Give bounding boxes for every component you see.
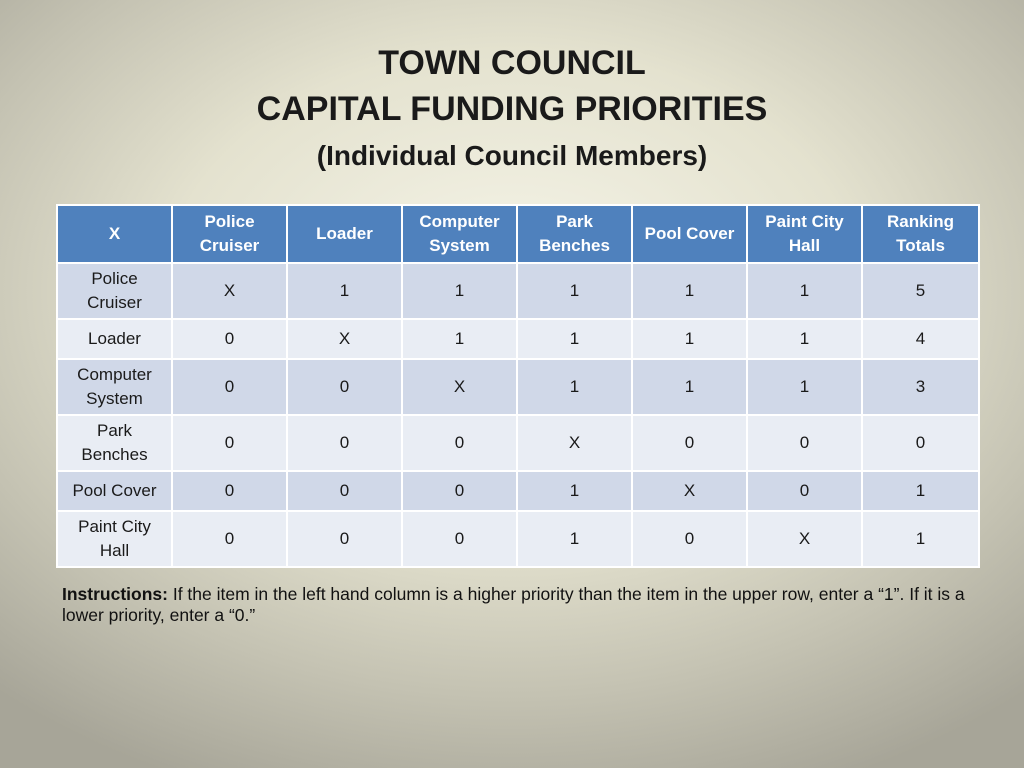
header-cell-ranking-totals: Ranking Totals — [862, 205, 979, 263]
header-cell-corner: X — [57, 205, 172, 263]
table-row — [57, 359, 979, 415]
table-row — [57, 263, 979, 319]
row-label: Paint City Hall — [57, 511, 172, 567]
table-cell: 1 — [632, 319, 747, 359]
table-cell: 0 — [402, 471, 517, 511]
table-cell: 1 — [747, 319, 862, 359]
table-cell: X — [172, 263, 287, 319]
table-cell: X — [632, 471, 747, 511]
row-label: Park Benches — [57, 415, 172, 471]
table-cell: 1 — [517, 471, 632, 511]
ranking-total-cell: 0 — [862, 415, 979, 471]
table-cell: 1 — [517, 319, 632, 359]
header-cell-paint-city-hall: Paint City Hall — [747, 205, 862, 263]
title-line-1: TOWN COUNCIL — [378, 44, 646, 82]
row-label: Pool Cover — [57, 471, 172, 511]
table-cell: 1 — [517, 359, 632, 415]
header-cell-police-cruiser: Police Cruiser — [172, 205, 287, 263]
ranking-total-cell: 5 — [862, 263, 979, 319]
row-label: Loader — [57, 319, 172, 359]
subtitle: (Individual Council Members) — [316, 140, 708, 171]
table-cell: 0 — [747, 471, 862, 511]
ranking-total-cell: 1 — [862, 471, 979, 511]
table-cell: 1 — [402, 319, 517, 359]
table-cell: 0 — [747, 415, 862, 471]
row-label: Computer System — [57, 359, 172, 415]
table-cell: 0 — [172, 471, 287, 511]
table-header — [57, 205, 979, 263]
table-cell: X — [747, 511, 862, 567]
header-cell-loader: Loader — [287, 205, 402, 263]
table-cell: 0 — [287, 415, 402, 471]
table-cell: 0 — [402, 415, 517, 471]
header-row — [57, 205, 979, 263]
table-cell: X — [517, 415, 632, 471]
header-cell-park-benches: Park Benches — [517, 205, 632, 263]
ranking-total-cell: 1 — [862, 511, 979, 567]
instructions-text: If the item in the left hand column is a higher priority than the item in the upper row, enter a “1”. If it is a lower priority, enter a “0.” — [62, 584, 965, 625]
table-cell: 0 — [632, 511, 747, 567]
table-cell: 0 — [287, 471, 402, 511]
table-cell: 1 — [402, 263, 517, 319]
ranking-total-cell: 4 — [862, 319, 979, 359]
table-row — [57, 415, 979, 471]
table-cell: X — [287, 319, 402, 359]
instructions-label: Instructions: — [62, 584, 168, 604]
table-cell: X — [402, 359, 517, 415]
priority-matrix-table — [56, 204, 980, 568]
ranking-total-cell: 3 — [862, 359, 979, 415]
table-cell: 1 — [747, 263, 862, 319]
table-body — [57, 263, 979, 567]
table-cell: 1 — [747, 359, 862, 415]
instructions-note — [62, 584, 972, 626]
table-cell: 1 — [632, 263, 747, 319]
row-label: Police Cruiser — [57, 263, 172, 319]
slide-title — [0, 42, 1024, 176]
table-cell: 0 — [172, 359, 287, 415]
table-cell: 0 — [402, 511, 517, 567]
table-cell: 0 — [172, 511, 287, 567]
title-line-2: CAPITAL FUNDING PRIORITIES — [256, 90, 768, 128]
table-cell: 0 — [632, 415, 747, 471]
table-row — [57, 511, 979, 567]
table-row — [57, 319, 979, 359]
table-cell: 0 — [287, 359, 402, 415]
table-cell: 1 — [517, 263, 632, 319]
table-cell: 1 — [287, 263, 402, 319]
table-cell: 0 — [287, 511, 402, 567]
table-cell: 1 — [632, 359, 747, 415]
table-row — [57, 471, 979, 511]
table-cell: 0 — [172, 319, 287, 359]
header-cell-computer-system: Computer System — [402, 205, 517, 263]
header-cell-pool-cover: Pool Cover — [632, 205, 747, 263]
table-cell: 1 — [517, 511, 632, 567]
table-cell: 0 — [172, 415, 287, 471]
